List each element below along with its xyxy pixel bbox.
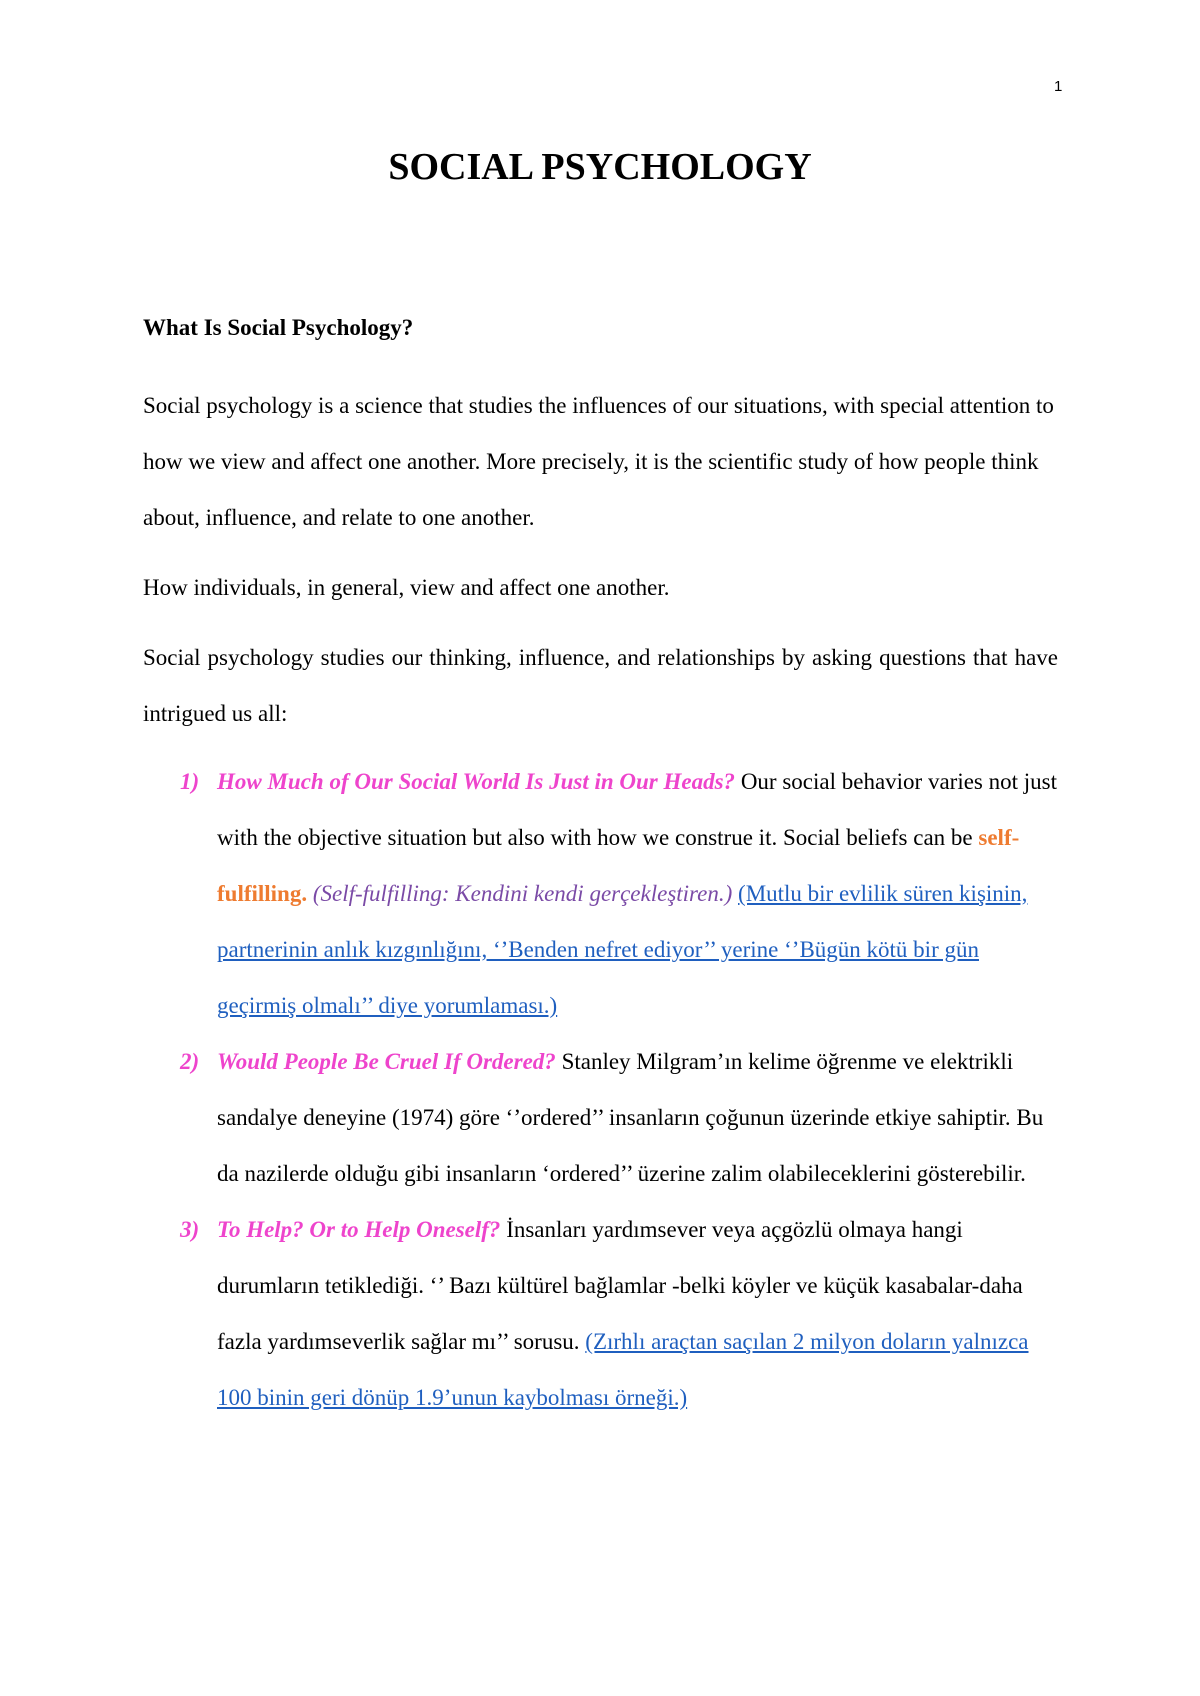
paragraph-questions-intro: Social psychology studies our thinking, influence, and relationships by asking questions that have intrigued us all: [143, 645, 1058, 726]
question-text: İnsanları yardımsever veya açgözlü olmaya hangi durumların tetiklediği. ‘’ Bazı kültürel bağlamlar -belki köyler ve küçük kasabalar-daha fazla yardımseverlik sağlar mı’’ sorusu. [217, 1217, 1023, 1354]
question-title: How Much of Our Social World Is Just in Our Heads? [217, 769, 736, 794]
paragraph-individuals: How individuals, in general, view and affect one another. [143, 575, 670, 600]
list-item [143, 1202, 1058, 1426]
list-item-number: 2) [180, 1049, 200, 1074]
section-heading: What Is Social Psychology? [143, 315, 414, 340]
example-link[interactable]: (Zırhlı araçtan saçılan 2 milyon doların yalnızca 100 binin geri dönüp 1.9’unun kaybolması örneği.) [217, 1329, 1029, 1410]
question-title: Would People Be Cruel If Ordered? [217, 1049, 556, 1074]
document-title: SOCIAL PSYCHOLOGY [388, 146, 812, 188]
list-item [143, 754, 1058, 1034]
question-title: To Help? Or to Help Oneself? [217, 1217, 501, 1242]
list-item-number: 1) [180, 769, 200, 794]
question-text: Stanley Milgram’ın kelime öğrenme ve elektrikli sandalye deneyine (1974) göre ‘’ordered’’ insanların çoğunun üzerinde etkiye sahiptir. Bu da nazilerde olduğu gibi insanların ‘ordered’’ üzerine zalim olabileceklerini gösterebilir. [217, 1049, 1044, 1186]
example-link[interactable]: (Mutlu bir evlilik süren kişinin, partnerinin anlık kızgınlığını, ‘’Benden nefret ediyor’’ yerine ‘’Bügün kötü bir gün geçirmiş olmalı’’ diye yorumlaması.) [217, 881, 1028, 1018]
list-item-number: 3) [180, 1217, 200, 1242]
question-text: Our social behavior varies not just with the objective situation but also with how we construe it. Social beliefs can be [217, 769, 1057, 850]
highlighted-term: self-fulfilling. [217, 825, 1020, 906]
list-item [143, 1034, 1058, 1202]
translation-note: (Self-fulfilling: Kendini kendi gerçekleştiren.) [307, 881, 733, 906]
document-body [143, 306, 1058, 1426]
paragraph-definition: Social psychology is a science that studies the influences of our situations, with special attention to how we view and affect one another. More precisely, it is the scientific study of how people think about, influence, and relate to one another. [143, 393, 1054, 530]
page-number: 1 [1054, 78, 1063, 95]
questions-list [143, 754, 1058, 1426]
